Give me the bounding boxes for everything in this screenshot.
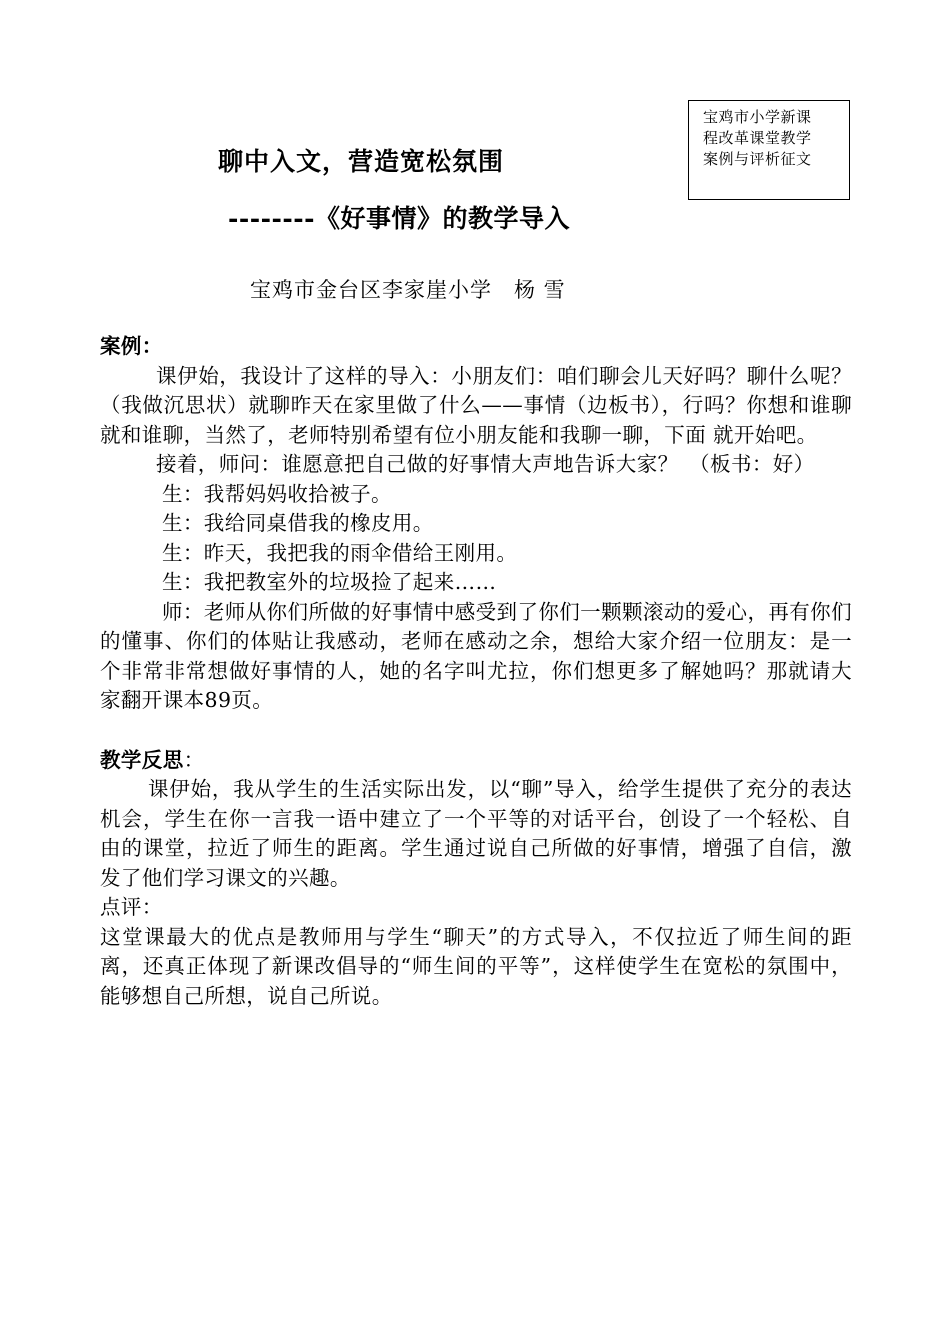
- author-line: 宝鸡市金台区李家崖小学 杨 雪: [250, 278, 566, 302]
- reflection-heading-text: 教学反思: [100, 747, 184, 772]
- contest-label-line: 案例与评析征文: [703, 150, 812, 168]
- comment-paragraph: 这堂课最大的优点是教师用与学生“聊天”的方式导入，不仅拉近了师生间的距离，还真正体现了新课改倡导的“师生间的平等”，这样使学生在宽松的氛围中，能够想自己所想，说自己所说。: [100, 924, 852, 1008]
- reflection-heading: [100, 746, 852, 776]
- reflection-heading-colon: ：: [183, 747, 205, 772]
- document-subtitle: --------《好事情》的教学导入: [228, 204, 571, 233]
- document-body: [100, 332, 852, 1011]
- teacher-paragraph: 师：老师从你们所做的好事情中感受到了你们一颗颗滚动的爱心，再有你们的懂事、你们的体贴让我感动，老师在感动之余，想给大家介绍一位朋友：是一个非常非常想做好事情的人，她的名字叫尤拉，你们想更多了解她吗？那就请大家翻开课本89页。: [100, 599, 852, 712]
- contest-label-line: 宝鸡市小学新课: [703, 108, 812, 126]
- case-heading: 案例：: [100, 334, 163, 358]
- case-question-paragraph: 接着，师问：谁愿意把自己做的好事情大声地告诉大家？ （板书：好）: [156, 452, 815, 476]
- student-answer: 生：昨天，我把我的雨伞借给王刚用。: [162, 540, 518, 565]
- contest-label-box: [688, 100, 850, 200]
- student-answer: 生：我把教室外的垃圾捡了起来……: [162, 570, 497, 594]
- contest-label-line: 程改革课堂教学: [703, 129, 812, 147]
- student-answer: 生：我帮妈妈收拾被子。: [162, 481, 392, 506]
- student-answer: 生：我给同桌借我的橡皮用。: [162, 511, 434, 535]
- comment-heading: 点评：: [100, 895, 163, 919]
- document-title: 聊中入文，营造宽松氛围: [218, 147, 505, 176]
- section-spacer: [100, 716, 852, 746]
- reflection-paragraph: 课伊始，我从学生的生活实际出发，以“聊”导入，给学生提供了充分的表达机会，学生在你一言我一语中建立了一个平等的对话平台，创设了一个轻松、自由的课堂，拉近了师生的距离。学生通过说自己所做的好事情，增强了自信，激发了他们学习课文的兴趣。: [100, 777, 852, 890]
- case-intro-paragraph: 课伊始，我设计了这样的导入：小朋友们：咱们聊会儿天好吗？聊什么呢？（我做沉思状）就聊昨天在家里做了什么——事情（边板书），行吗？你想和谁聊就和谁聊，当然了，老师特别希望有位小朋友能和我聊一聊，下面 就开始吧。: [100, 363, 852, 447]
